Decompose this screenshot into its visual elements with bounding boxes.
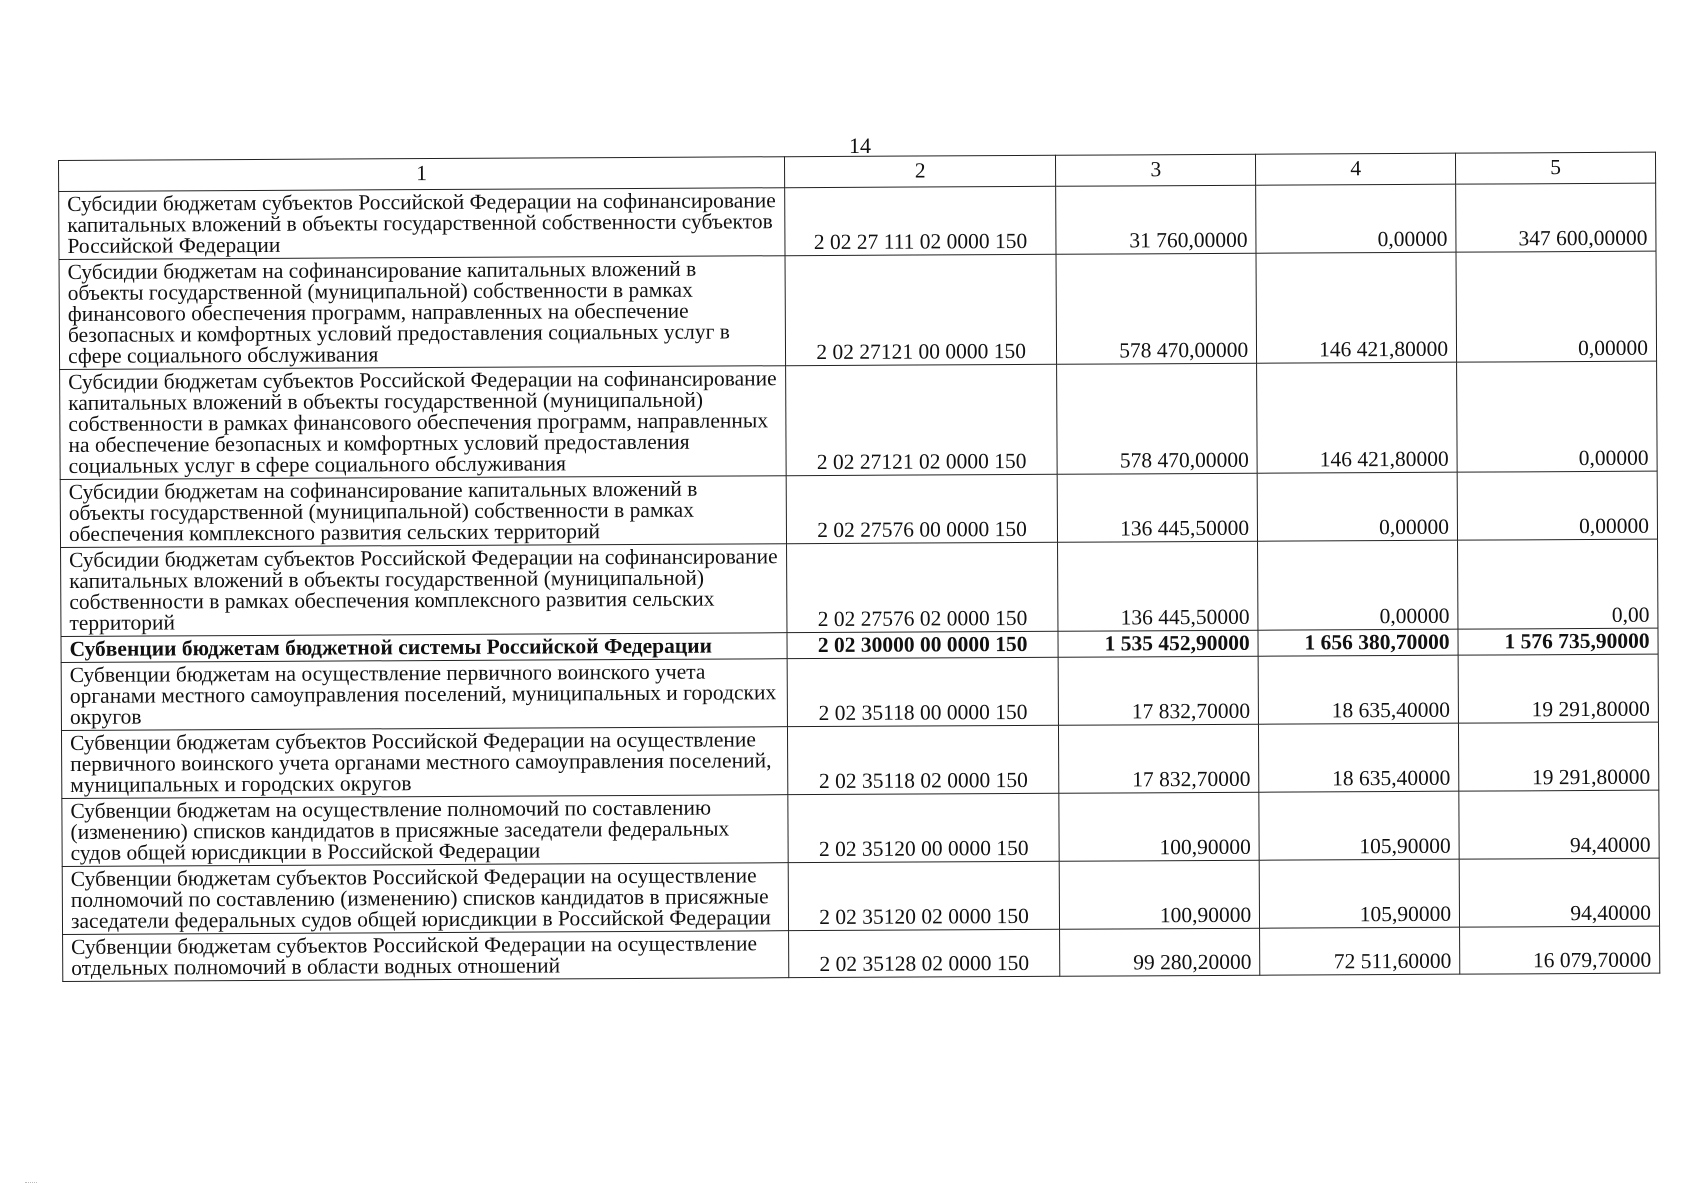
amount-col5: 19 291,80000 — [1458, 654, 1658, 723]
row-description: Субсидии бюджетам субъектов Российской Федерации на софинансирование капитальных вложений в объекты государственной (муниципальной) собственности в рамках обеспечения комплексного развития сельских территорий — [61, 544, 787, 637]
budget-code: 2 02 27576 02 0000 150 — [786, 542, 1058, 632]
column-header: 5 — [1456, 152, 1656, 184]
amount-col3: 1 535 452,90000 — [1058, 630, 1258, 657]
table-row — [62, 790, 1659, 866]
column-header: 4 — [1256, 153, 1456, 185]
row-description: Субвенции бюджетам субъектов Российской Федерации на осуществление отдельных полномочий в области водных отношений — [63, 931, 789, 982]
budget-table-container — [58, 152, 1660, 982]
table-row — [59, 183, 1656, 259]
table-row — [63, 926, 1660, 981]
row-description: Субвенции бюджетам на осуществление полномочий по составлению (изменению) списков кандидатов в присяжные заседатели федеральных судов общей юрисдикции в Российской Федерации — [62, 795, 788, 867]
table-row — [61, 654, 1658, 730]
amount-col5: 19 291,80000 — [1459, 722, 1659, 791]
amount-col5: 94,40000 — [1459, 858, 1659, 927]
row-description: Субвенции бюджетам на осуществление первичного воинского учета органами местного самоуправления поселений, муниципальных и городских округов — [61, 659, 787, 731]
amount-col5: 16 079,70000 — [1460, 926, 1660, 974]
budget-code: 2 02 27576 00 0000 150 — [786, 474, 1058, 543]
amount-col4: 18 635,40000 — [1258, 655, 1458, 724]
scan-artifact — [25, 1182, 37, 1185]
amount-col4: 18 635,40000 — [1259, 723, 1459, 792]
budget-code: 2 02 27 111 02 0000 150 — [785, 186, 1057, 255]
amount-col3: 100,90000 — [1060, 860, 1260, 929]
amount-col5: 0,00000 — [1456, 251, 1656, 362]
row-description: Субвенции бюджетам субъектов Российской Федерации на осуществление полномочий по составлению (изменению) списков кандидатов в присяжные заседатели федеральных судов общей юрисдикции в Российской Федерации — [62, 863, 788, 935]
row-description: Субсидии бюджетам на софинансирование капитальных вложений в объекты государственной (муниципальной) собственности в рамках обеспечения комплексного развития сельских территорий — [60, 476, 786, 548]
amount-col5: 347 600,00000 — [1456, 183, 1656, 252]
amount-col3: 578 470,00000 — [1057, 363, 1257, 474]
column-header: 3 — [1056, 154, 1256, 186]
amount-col5: 0,00000 — [1457, 361, 1657, 472]
amount-col5: 0,00 — [1458, 539, 1658, 629]
budget-code: 2 02 35118 00 0000 150 — [787, 657, 1059, 726]
amount-col3: 136 445,50000 — [1057, 473, 1257, 542]
amount-col3: 578 470,00000 — [1056, 253, 1256, 364]
page-number: 14 — [849, 133, 871, 158]
amount-col3: 99 280,20000 — [1060, 928, 1260, 976]
amount-col4: 0,00000 — [1256, 184, 1456, 253]
amount-col4: 1 656 380,70000 — [1258, 629, 1458, 656]
amount-col4: 0,00000 — [1257, 472, 1457, 541]
table-row — [62, 858, 1659, 934]
amount-col4: 105,90000 — [1259, 791, 1459, 860]
row-description: Субсидии бюджетам субъектов Российской Федерации на софинансирование капитальных вложений в объекты государственной собственности субъектов Российской Федерации — [59, 188, 785, 260]
amount-col4: 146 421,80000 — [1256, 252, 1456, 363]
table-row — [60, 471, 1657, 547]
budget-code: 2 02 27121 02 0000 150 — [785, 364, 1057, 475]
column-header: 1 — [59, 157, 785, 192]
row-description: Субсидии бюджетам на софинансирование капитальных вложений в объекты государственной (муниципальной) собственности в рамках финансового обеспечения программ, направленных на обеспечение безопасных и комфортных условий предоставления социальных услуг в сфере социального обслуживания — [59, 256, 785, 370]
budget-code: 2 02 35128 02 0000 150 — [788, 929, 1060, 977]
amount-col4: 72 511,60000 — [1260, 927, 1460, 975]
budget-code: 2 02 35120 02 0000 150 — [788, 861, 1060, 930]
table-row — [61, 722, 1658, 798]
amount-col5: 0,00000 — [1457, 471, 1657, 540]
column-header: 2 — [784, 155, 1056, 187]
amount-col4: 146 421,80000 — [1257, 362, 1457, 473]
amount-col3: 17 832,70000 — [1058, 656, 1258, 725]
table-row — [60, 361, 1658, 479]
budget-code: 2 02 35118 02 0000 150 — [787, 725, 1059, 794]
budget-code: 2 02 27121 00 0000 150 — [785, 254, 1057, 365]
amount-col4: 0,00000 — [1258, 540, 1458, 630]
amount-col5: 1 576 735,90000 — [1458, 628, 1658, 655]
table-row — [59, 251, 1657, 369]
amount-col5: 94,40000 — [1459, 790, 1659, 859]
amount-col3: 136 445,50000 — [1058, 541, 1258, 631]
table-row — [61, 539, 1658, 636]
amount-col3: 17 832,70000 — [1059, 724, 1259, 793]
row-description: Субсидии бюджетам субъектов Российской Федерации на софинансирование капитальных вложений в объекты государственной (муниципальной) собственности в рамках финансового обеспечения программ, направленных на обеспечение безопасных и комфортных условий предоставления социальных услуг в сфере социального обслуживания — [60, 366, 786, 480]
budget-code: 2 02 30000 00 0000 150 — [787, 631, 1059, 658]
budget-code: 2 02 35120 00 0000 150 — [788, 793, 1060, 862]
amount-col3: 100,90000 — [1059, 792, 1259, 861]
budget-table — [58, 152, 1660, 982]
row-description: Субвенции бюджетам субъектов Российской Федерации на осуществление первичного воинского учета органами местного самоуправления поселений, муниципальных и городских округов — [61, 727, 787, 799]
amount-col4: 105,90000 — [1259, 859, 1459, 928]
row-description: Субвенции бюджетам бюджетной системы Российской Федерации — [61, 633, 787, 663]
amount-col3: 31 760,00000 — [1056, 185, 1256, 254]
